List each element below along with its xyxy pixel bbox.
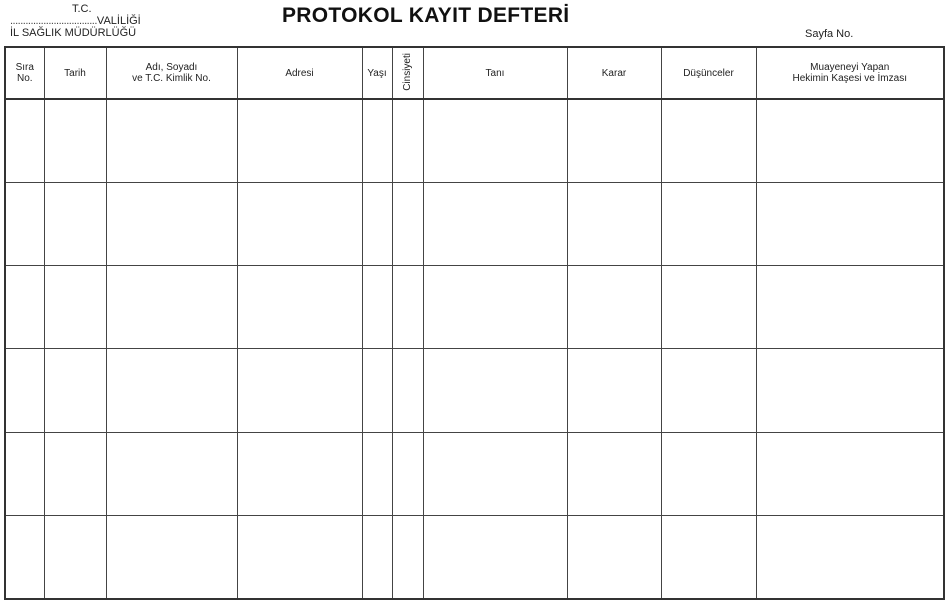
table-cell[interactable] [237,349,362,432]
table-cell[interactable] [237,99,362,183]
column-header-hekim-kase-imza: Muayeneyi Yapan Hekimin Kaşesi ve İmzası [756,47,944,99]
table-cell[interactable] [392,266,423,349]
table-cell[interactable] [567,432,661,515]
column-header-dusunceler: Düşünceler [661,47,756,99]
table-cell[interactable] [5,515,44,599]
table-cell[interactable] [44,99,106,183]
table-cell[interactable] [106,432,237,515]
valiligi-line [10,15,141,27]
table-cell[interactable] [661,349,756,432]
table-cell[interactable] [106,349,237,432]
column-header-tarih: Tarih [44,47,106,99]
column-header-tani: Tanı [423,47,567,99]
table-cell[interactable] [106,515,237,599]
table-cell[interactable] [362,515,392,599]
page-number-label: Sayfa No. [805,28,854,40]
table-row [5,266,944,349]
table-cell[interactable] [106,266,237,349]
table-cell[interactable] [756,266,944,349]
table-cell[interactable] [661,432,756,515]
table-row [5,349,944,432]
column-header-adresi: Adresi [237,47,362,99]
table-header-row [5,47,944,99]
table-cell[interactable] [362,99,392,183]
table-cell[interactable] [756,515,944,599]
table-cell[interactable] [756,349,944,432]
table-cell[interactable] [567,266,661,349]
register-table-wrap [4,46,943,600]
valiligi-blank-line: .................................. [10,15,97,27]
column-header-sira-no: Sıra No. [5,47,44,99]
table-cell[interactable] [5,432,44,515]
table-cell[interactable] [392,432,423,515]
table-cell[interactable] [392,349,423,432]
table-cell[interactable] [5,349,44,432]
table-cell[interactable] [423,432,567,515]
table-cell[interactable] [5,266,44,349]
table-row [5,99,944,183]
column-header-karar: Karar [567,47,661,99]
table-cell[interactable] [756,183,944,266]
page-title: PROTOKOL KAYIT DEFTERİ [282,4,570,27]
table-cell[interactable] [661,266,756,349]
table-cell[interactable] [44,349,106,432]
saglik-mudurlugu-label: İL SAĞLIK MÜDÜRLÜĞÜ [10,27,137,39]
table-cell[interactable] [362,266,392,349]
register-table [4,46,945,600]
table-cell[interactable] [423,349,567,432]
table-cell[interactable] [237,432,362,515]
table-cell[interactable] [362,432,392,515]
table-cell[interactable] [423,99,567,183]
table-cell[interactable] [44,266,106,349]
table-cell[interactable] [423,266,567,349]
table-cell[interactable] [362,349,392,432]
table-cell[interactable] [106,183,237,266]
table-cell[interactable] [362,183,392,266]
table-cell[interactable] [567,349,661,432]
table-cell[interactable] [237,515,362,599]
table-cell[interactable] [423,183,567,266]
table-cell[interactable] [661,183,756,266]
table-cell[interactable] [392,99,423,183]
tc-label: T.C. [72,3,92,15]
table-cell[interactable] [661,99,756,183]
table-cell[interactable] [5,183,44,266]
table-cell[interactable] [5,99,44,183]
table-cell[interactable] [567,183,661,266]
column-header-adi-soyadi: Adı, Soyadı ve T.C. Kimlik No. [106,47,237,99]
table-row [5,515,944,599]
table-cell[interactable] [44,183,106,266]
table-cell[interactable] [756,99,944,183]
table-cell[interactable] [392,515,423,599]
table-row [5,183,944,266]
column-header-yasi: Yaşı [362,47,392,99]
table-cell[interactable] [237,266,362,349]
table-cell[interactable] [44,432,106,515]
table-body [5,99,944,599]
table-cell[interactable] [567,99,661,183]
table-cell[interactable] [567,515,661,599]
table-cell[interactable] [423,515,567,599]
table-cell[interactable] [106,99,237,183]
table-cell[interactable] [756,432,944,515]
table-cell[interactable] [661,515,756,599]
column-header-cinsiyeti: Cinsiyeti [392,47,423,99]
table-cell[interactable] [392,183,423,266]
table-cell[interactable] [44,515,106,599]
table-row [5,432,944,515]
table-cell[interactable] [237,183,362,266]
valiligi-label: VALİLİĞİ [96,15,141,27]
